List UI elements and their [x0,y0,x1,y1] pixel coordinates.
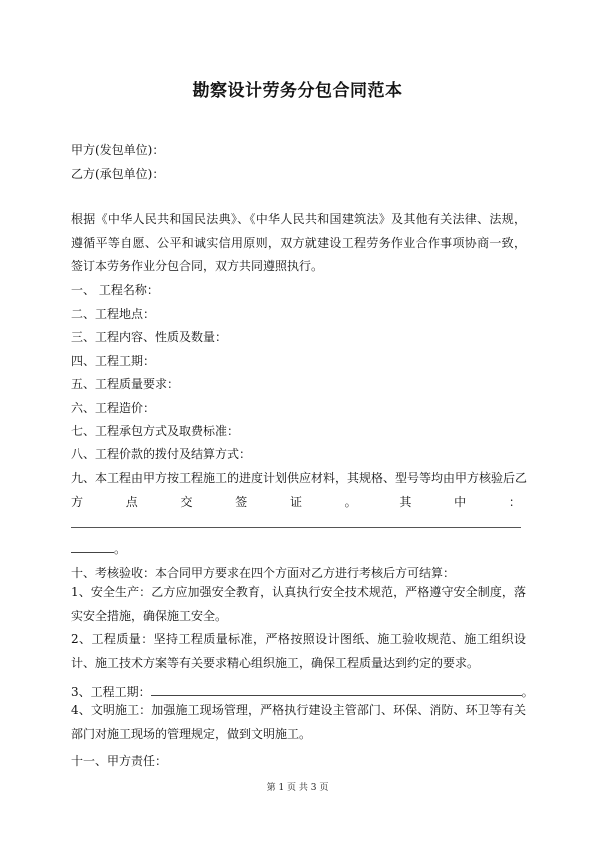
item-project-name: 一、 工程名称： [71,283,159,297]
spread-char: 点 [125,495,138,509]
spread-char: 交 [180,495,193,509]
clause-11-party-a-responsibility: 十一、甲方责任： [71,754,168,768]
safety-paragraph: 1、安全生产：乙方应加强安全教育，认真执行安全技术规范，严格遵守安全制度，落实安全措施，确保施工安全。 [71,585,526,623]
preamble-paragraph: 根据《中华人民共和国民法典》、《中华人民共和国建筑法》及其他有关法律、法规，遵循平等自愿、公平和诚实信用原则，双方就建设工程劳务作业合作事项协商一致，签订本劳务作业分包合同，双方共同遵照执行。 [71,212,526,273]
party-b-label: 乙方(承包单位)： [71,167,165,181]
period-label: 3、工程工期： [71,685,151,699]
civil-construction-paragraph: 4、文明施工：加强施工现场管理，严格执行建设主管部门、环保、消防、环卫等有关部门对施工现场的管理规定，做到文明施工。 [71,703,526,741]
spread-char: 签 [235,495,248,509]
fill-in-blank-line [71,527,521,528]
clause-10-acceptance: 十、考核验收：本合同甲方要求在四个方面对乙方进行考核后方可结算： [71,566,456,580]
party-a-label: 甲方(发包单位)： [71,143,165,157]
item-quality-requirement: 五、工程质量要求： [71,377,180,391]
blank-end-period: 。 [114,542,127,556]
spread-char: ： [508,495,521,509]
item-project-location: 二、工程地点： [71,307,156,321]
period-end: 。 [521,685,534,699]
spread-char: 中 [454,495,467,509]
spread-char: 方 [71,495,84,509]
item-project-cost: 六、工程造价： [71,401,156,415]
clause-9-line1: 九、本工程由甲方按工程施工的进度计划供应材料，其规格、型号等均由甲方核验后乙 [71,471,528,485]
period-line [71,683,534,700]
item-project-content: 三、工程内容、性质及数量： [71,330,228,344]
item-payment-settlement: 八、工程价款的拨付及结算方式： [71,447,252,461]
item-project-period: 四、工程工期： [71,354,156,368]
clause-9-spread-line [71,494,521,510]
spread-char: 。 [344,495,357,509]
clause-9-blank-end [71,540,526,557]
spread-char: 证 [289,495,302,509]
item-contract-method: 七、工程承包方式及取费标准： [71,424,240,438]
period-blank [151,683,522,696]
spread-char: 其 [399,495,412,509]
page-number: 第 1 页 共 3 页 [266,783,329,793]
short-blank [71,540,114,553]
document-title: 勘察设计劳务分包合同范本 [192,81,403,101]
quality-paragraph: 2、工程质量：坚持工程质量标准，严格按照设计图纸、施工验收规范、施工组织设计、施工技术方案等有关要求精心组织施工，确保工程质量达到约定的要求。 [71,632,526,670]
